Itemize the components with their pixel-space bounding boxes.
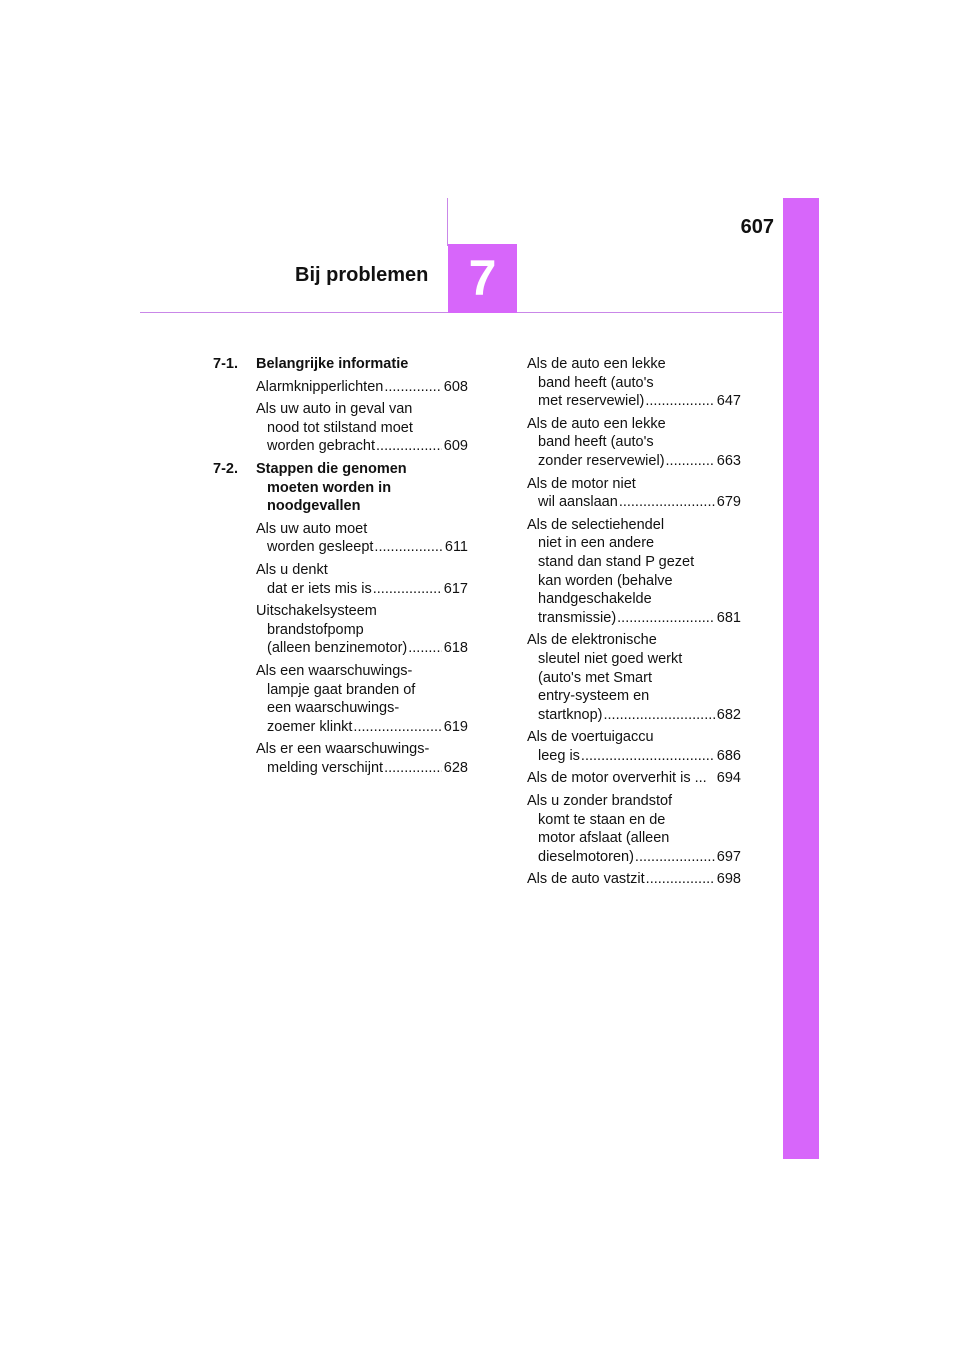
entry-page: 682 [716, 706, 741, 723]
entry-text: entry-systeem en [538, 688, 650, 705]
entry-text: dat er iets mis is [267, 580, 372, 597]
leader-dots [384, 378, 441, 397]
toc-entry[interactable] [527, 355, 741, 411]
entry-text: (alleen benzinemotor) [267, 640, 408, 657]
toc-entry[interactable] [213, 561, 468, 598]
chapter-number-box [448, 244, 517, 313]
entry-text: band heeft (auto's [538, 434, 654, 451]
entry-text: Als de motor oververhit is ... [527, 770, 707, 787]
toc-entry[interactable] [213, 740, 468, 777]
toc-entry[interactable] [213, 520, 468, 557]
leader-dots [353, 718, 441, 737]
toc-entry[interactable] [527, 516, 741, 628]
entry-page: 647 [716, 393, 741, 410]
entry-text: zoemer klinkt [267, 718, 353, 735]
leader-dots [603, 706, 714, 725]
leader-dots [617, 609, 715, 628]
leader-dots [384, 759, 442, 778]
entry-text: worden gesleept [267, 539, 374, 556]
chapter-side-tab [783, 198, 819, 1159]
entry-page: 679 [716, 494, 741, 511]
entry-text: Als de auto vastzit [527, 871, 645, 888]
entry-text: melding verschijnt [267, 759, 384, 776]
entry-text: dieselmotoren) [538, 848, 634, 865]
toc-left-column [213, 355, 468, 781]
entry-page: 694 [716, 770, 741, 787]
entry-text: Als uw auto moet [256, 520, 368, 537]
leader-dots [374, 538, 442, 557]
toc-right-column [527, 355, 741, 893]
section-title: Belangrijke informatie [256, 356, 409, 372]
entry-text: nood tot stilstand moet [267, 419, 413, 436]
entry-text: Als de auto een lekke [527, 356, 666, 372]
entry-text: Uitschakelsysteem [256, 603, 377, 620]
entry-text: met reservewiel) [538, 393, 645, 410]
leader-dots [646, 870, 715, 889]
entry-page: 686 [716, 747, 741, 764]
toc-entry[interactable] [527, 792, 741, 866]
entry-text: Als een waarschuwings- [256, 662, 413, 679]
entry-page: 611 [444, 539, 468, 556]
entry-page: 697 [716, 848, 741, 865]
leader-dots [666, 452, 715, 471]
leader-dots [635, 848, 715, 867]
page-number: 607 [740, 216, 774, 238]
entry-page: 698 [716, 871, 741, 888]
toc-entry[interactable] [527, 631, 741, 724]
leader-dots [619, 493, 715, 512]
toc-section-heading [213, 355, 468, 374]
entry-text: stand dan stand P gezet [538, 553, 695, 570]
header-vertical-rule [447, 198, 448, 246]
entry-text: band heeft (auto's [538, 374, 654, 391]
leader-dots [645, 392, 714, 411]
toc-entry[interactable] [213, 378, 468, 397]
entry-text: niet in een andere [538, 535, 655, 552]
chapter-number: 7 [468, 250, 497, 306]
entry-text: Als de motor niet [527, 475, 636, 492]
toc-entry[interactable] [527, 870, 741, 889]
leader-dots [373, 580, 442, 599]
entry-text: worden gebracht [267, 438, 376, 455]
toc-entry[interactable] [527, 769, 741, 788]
entry-page: 681 [716, 609, 741, 626]
section-number: 7-1. [213, 356, 238, 372]
leader-dots [581, 747, 715, 766]
entry-text: Als er een waarschuwings- [256, 741, 430, 758]
entry-page: 608 [443, 378, 468, 395]
entry-text: Als de elektronische [527, 632, 657, 649]
entry-text: Alarmknipperlichten [256, 378, 384, 395]
leader-dots [408, 639, 442, 658]
toc-entry[interactable] [213, 400, 468, 456]
entry-page: 628 [443, 759, 468, 776]
entry-text: Als de auto een lekke [527, 415, 666, 432]
entry-page: 618 [443, 640, 468, 657]
toc-entry[interactable] [213, 662, 468, 736]
entry-text: leeg is [538, 747, 580, 764]
entry-text: lampje gaat branden of [267, 681, 416, 698]
entry-page: 617 [443, 580, 468, 597]
toc-entry[interactable] [527, 728, 741, 765]
section-title: Stappen die genomen moeten worden in noodgevallen [256, 460, 407, 515]
toc-section-heading [213, 460, 468, 516]
entry-text: komt te staan en de [538, 811, 666, 828]
entry-page: 609 [443, 438, 468, 455]
entry-text: een waarschuwings- [267, 700, 400, 717]
section-number: 7-2. [213, 460, 238, 477]
entry-text: Als u zonder brandstof [527, 793, 673, 810]
entry-text: brandstofpomp [267, 621, 364, 638]
entry-text: Als de selectiehendel [527, 516, 665, 533]
leader-dots [376, 437, 442, 456]
entry-text: motor afslaat (alleen [538, 830, 670, 847]
entry-text: transmissie) [538, 609, 617, 626]
entry-text: startknop) [538, 706, 603, 723]
entry-page: 619 [443, 718, 468, 735]
toc-entry[interactable] [527, 475, 741, 512]
toc-entry[interactable] [527, 415, 741, 471]
entry-text: kan worden (behalve [538, 572, 673, 589]
chapter-title: Bij problemen [295, 264, 429, 286]
entry-text: Als u denkt [256, 561, 328, 578]
entry-text: sleutel niet goed werkt [538, 650, 683, 667]
entry-text: Als de voertuigaccu [527, 729, 654, 746]
entry-page: 663 [716, 452, 741, 469]
entry-text: Als uw auto in geval van [256, 401, 413, 418]
entry-text: handgeschakelde [538, 591, 652, 608]
entry-text: wil aanslaan [538, 494, 618, 511]
entry-text: zonder reservewiel) [538, 452, 665, 469]
entry-text: (auto's met Smart [538, 669, 652, 686]
toc-entry[interactable] [213, 602, 468, 658]
